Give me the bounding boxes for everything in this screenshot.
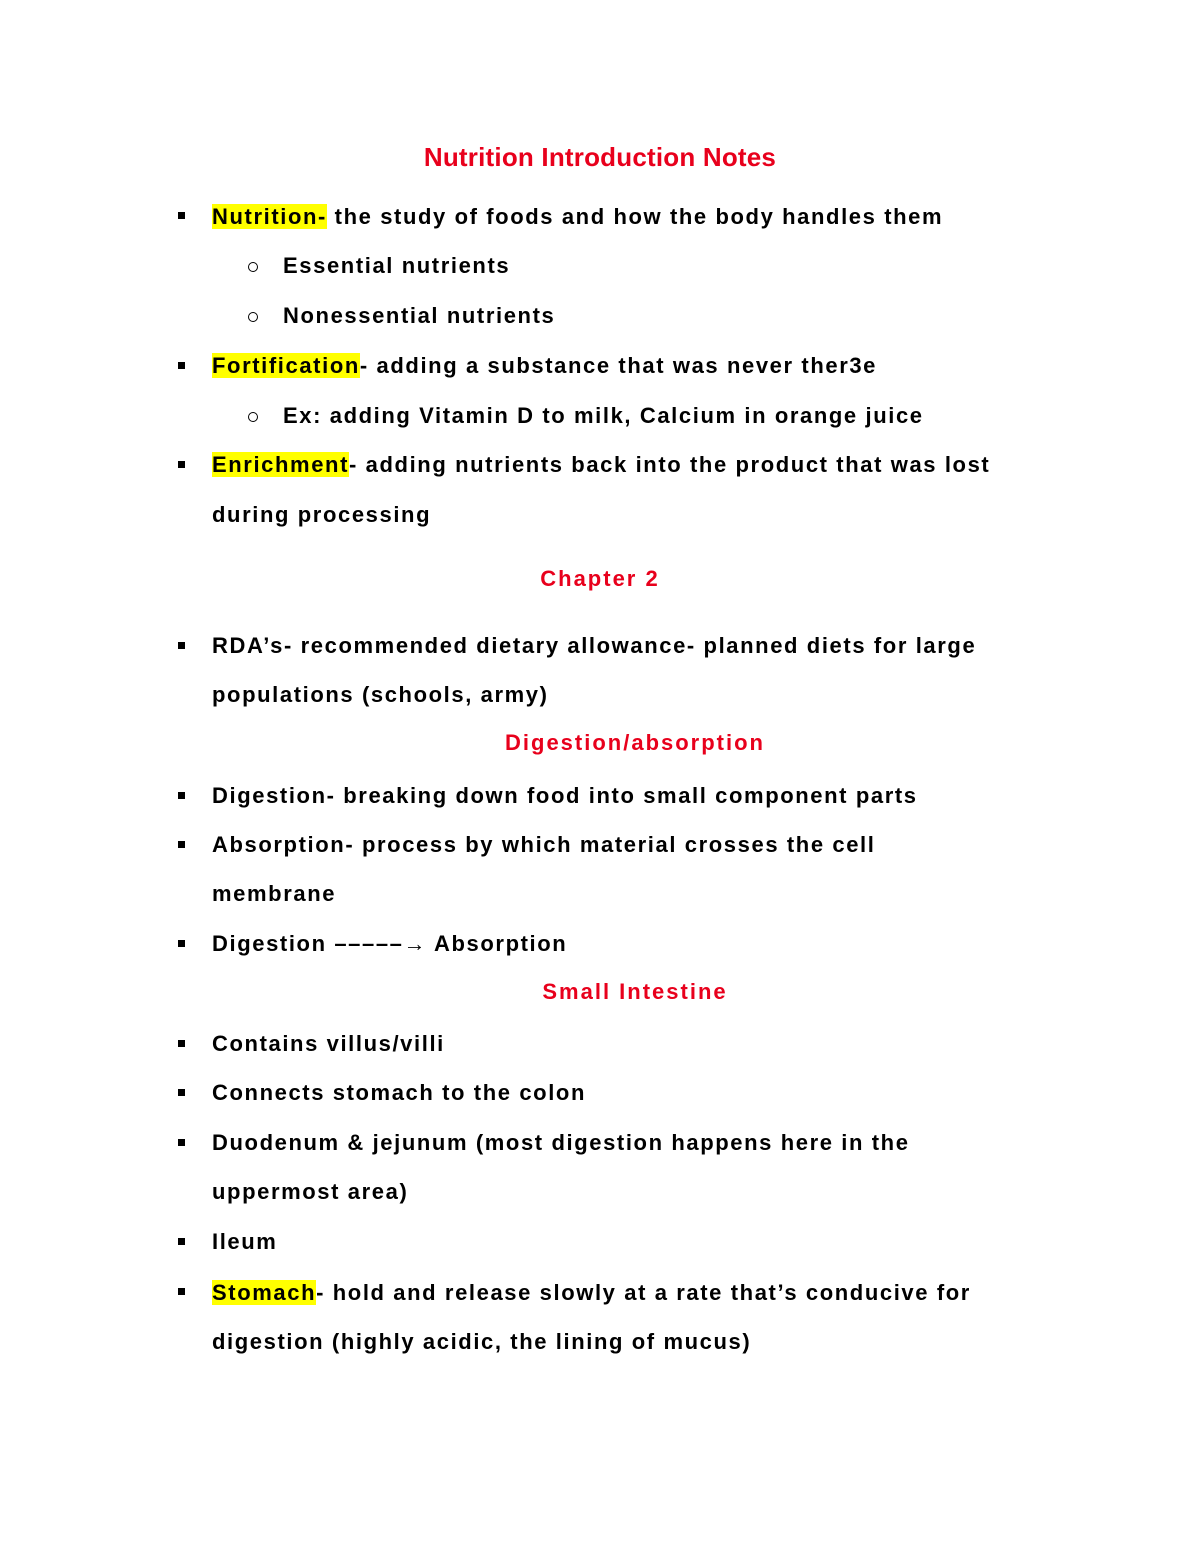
enrichment-term: Enrichment xyxy=(212,452,350,477)
absorption-continuation: membrane xyxy=(212,881,337,906)
connects-item: Connects stomach to the colon xyxy=(212,1080,586,1105)
digestion-to-absorption-item: Digestion –––––→ Absorption xyxy=(212,931,568,956)
rda-continuation: populations (schools, army) xyxy=(212,682,549,707)
duodenum-item: Duodenum & jejunum (most digestion happens here in the xyxy=(212,1130,910,1155)
small-intestine-heading: Small Intestine xyxy=(542,979,728,1004)
nutrition-definition: the study of foods and how the body handles them xyxy=(326,204,944,229)
bullet-icon xyxy=(178,940,185,947)
enrichment-item xyxy=(212,450,990,480)
digestion-item: Digestion- breaking down food into small component parts xyxy=(212,783,918,808)
ileum-item: Ileum xyxy=(212,1229,278,1254)
circle-bullet-icon xyxy=(248,312,258,322)
villi-item: Contains villus/villi xyxy=(212,1031,445,1056)
chapter-2-heading: Chapter 2 xyxy=(540,566,660,591)
bullet-icon xyxy=(178,1040,185,1047)
fortification-definition: - adding a substance that was never ther3e xyxy=(359,353,878,378)
nutrition-term: Nutrition- xyxy=(212,204,327,229)
nonessential-nutrients-item: Nonessential nutrients xyxy=(283,303,556,328)
page-title: Nutrition Introduction Notes xyxy=(423,142,777,172)
bullet-icon xyxy=(178,362,185,369)
stomach-continuation: digestion (highly acidic, the lining of mucus) xyxy=(212,1329,752,1354)
bullet-icon xyxy=(178,212,185,219)
stomach-definition: - hold and release slowly at a rate that’s conducive for xyxy=(316,1280,971,1305)
stomach-term: Stomach xyxy=(212,1280,317,1305)
enrichment-continuation: during processing xyxy=(212,502,432,527)
stomach-item xyxy=(212,1278,971,1308)
duodenum-continuation: uppermost area) xyxy=(212,1179,409,1204)
bullet-icon xyxy=(178,1238,185,1245)
fortification-example: Ex: adding Vitamin D to milk, Calcium in orange juice xyxy=(283,403,924,428)
fortification-term: Fortification xyxy=(212,353,360,378)
bullet-icon xyxy=(178,1089,185,1096)
bullet-icon xyxy=(178,1139,185,1146)
bullet-icon xyxy=(178,792,185,799)
absorption-item: Absorption- process by which material crosses the cell xyxy=(212,832,876,857)
digestion-absorption-heading: Digestion/absorption xyxy=(505,730,765,755)
bullet-icon xyxy=(178,642,185,649)
bullet-icon xyxy=(178,841,185,848)
rda-item: RDA’s- recommended dietary allowance- planned diets for large xyxy=(212,633,977,658)
essential-nutrients-item: Essential nutrients xyxy=(283,253,511,278)
bullet-icon xyxy=(178,461,185,468)
fortification-item xyxy=(212,351,877,381)
bullet-icon xyxy=(178,1288,185,1295)
enrichment-definition: - adding nutrients back into the product that was lost xyxy=(349,452,991,477)
nutrition-item xyxy=(212,202,943,232)
circle-bullet-icon xyxy=(248,412,258,422)
circle-bullet-icon xyxy=(248,262,258,272)
